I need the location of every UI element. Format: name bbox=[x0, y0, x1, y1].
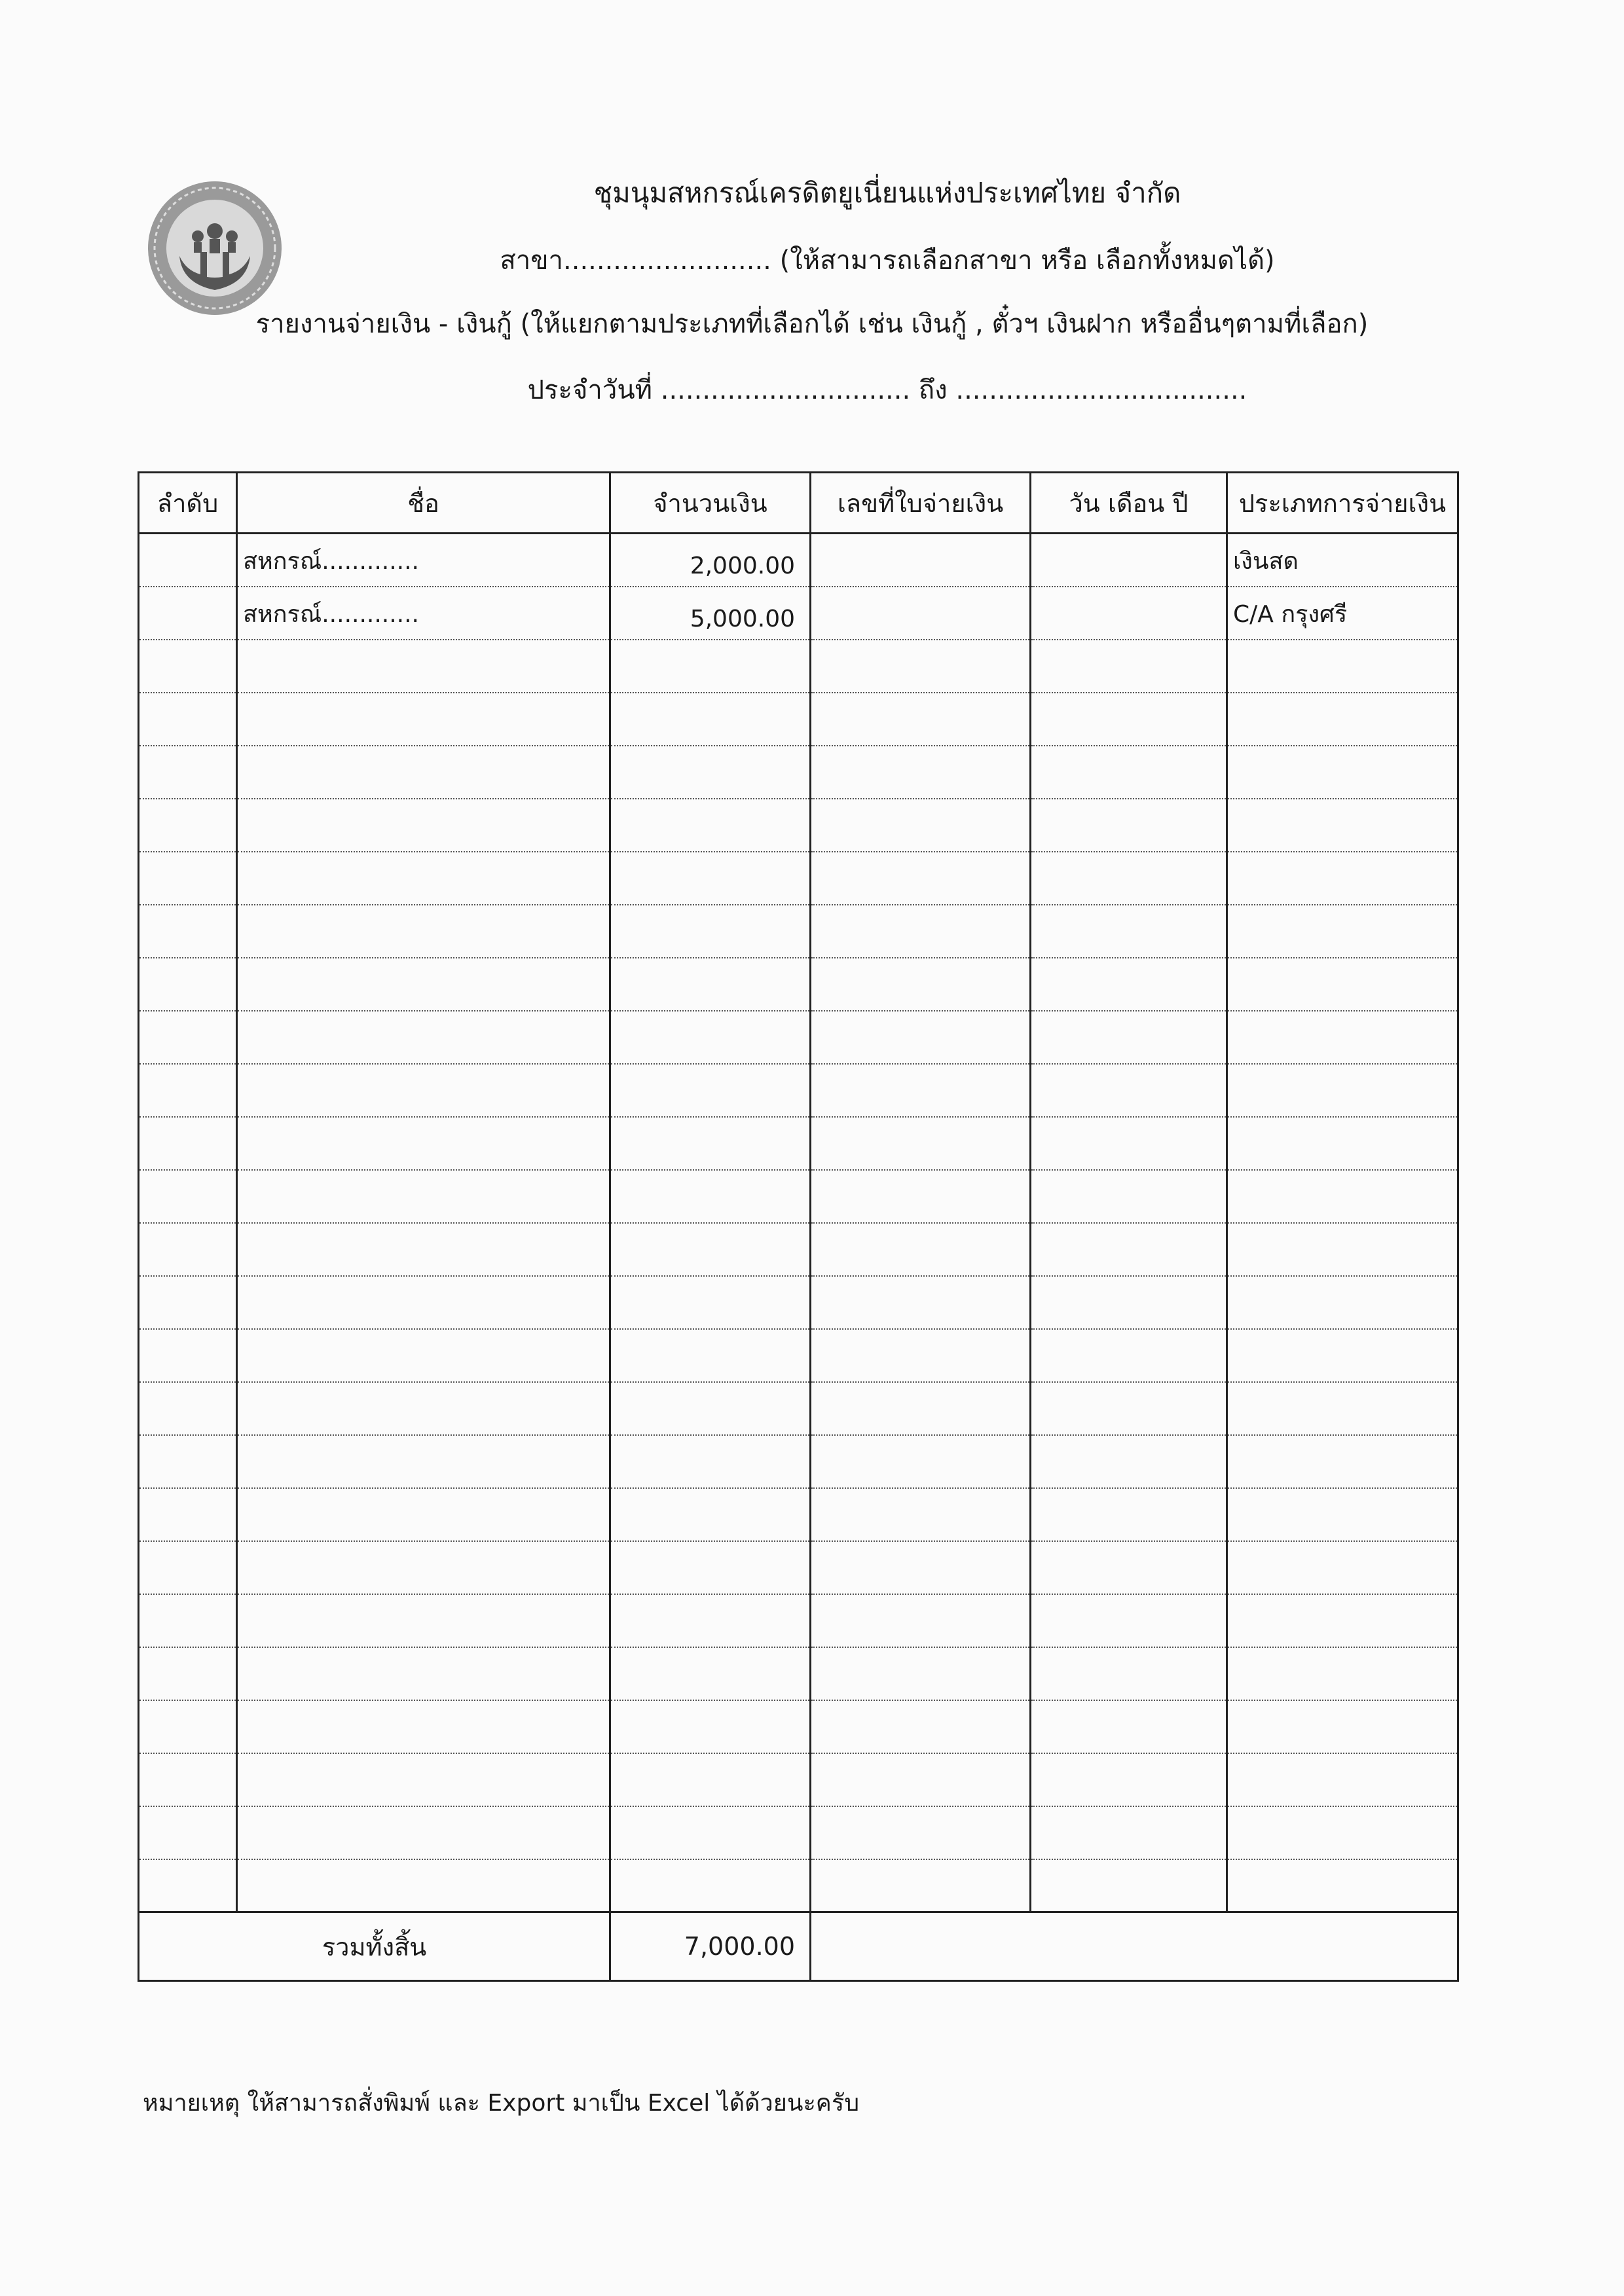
table-row bbox=[139, 587, 1458, 640]
cell-empty bbox=[237, 799, 610, 852]
cell-empty bbox=[610, 746, 811, 799]
cell-empty bbox=[811, 905, 1031, 958]
cell-empty bbox=[811, 1435, 1031, 1488]
branch-selector-line: สาขา......................... (ให้สามารถเลือกสาขา หรือ เลือกทั้งหมดได้) bbox=[500, 246, 1275, 276]
cell-empty bbox=[139, 1700, 237, 1753]
cell-empty bbox=[1031, 1541, 1227, 1594]
cell-empty bbox=[610, 799, 811, 852]
cell-name: สหกรณ์............. bbox=[237, 534, 610, 587]
cell-empty bbox=[1031, 1117, 1227, 1170]
column-header-seq: ลำดับ bbox=[139, 473, 237, 534]
cell-empty bbox=[1227, 852, 1458, 905]
cell-empty bbox=[139, 1276, 237, 1329]
cell-empty bbox=[1227, 1064, 1458, 1117]
cell-payment-type: เงินสด bbox=[1227, 534, 1458, 587]
cell-empty bbox=[811, 1647, 1031, 1700]
cell-empty bbox=[237, 1276, 610, 1329]
cell-amount: 2,000.00 bbox=[610, 534, 811, 587]
cell-empty bbox=[237, 1753, 610, 1806]
column-header-amount: จำนวนเงิน bbox=[610, 473, 811, 534]
cell-empty bbox=[237, 1594, 610, 1647]
cell-empty bbox=[610, 1011, 811, 1064]
table-row-empty bbox=[139, 1753, 1458, 1806]
table-row-empty bbox=[139, 958, 1458, 1011]
column-header-payment-type: ประเภทการจ่ายเงิน bbox=[1227, 473, 1458, 534]
table-row-empty bbox=[139, 1541, 1458, 1594]
cell-empty bbox=[139, 640, 237, 693]
cell-voucher bbox=[811, 534, 1031, 587]
cell-empty bbox=[811, 1329, 1031, 1382]
table-row-empty bbox=[139, 1382, 1458, 1435]
cell-empty bbox=[1031, 958, 1227, 1011]
cell-empty bbox=[610, 1170, 811, 1223]
cell-empty bbox=[610, 640, 811, 693]
cell-empty bbox=[139, 1011, 237, 1064]
cell-empty bbox=[610, 905, 811, 958]
cell-empty bbox=[610, 1435, 811, 1488]
cell-empty bbox=[1031, 746, 1227, 799]
cell-empty bbox=[1227, 746, 1458, 799]
cell-empty bbox=[811, 640, 1031, 693]
cell-empty bbox=[811, 1806, 1031, 1859]
cell-empty bbox=[610, 1594, 811, 1647]
cell-empty bbox=[1227, 1223, 1458, 1276]
table-row-empty bbox=[139, 1011, 1458, 1064]
cell-empty bbox=[811, 1700, 1031, 1753]
total-label: รวมทั้งสิ้น bbox=[139, 1912, 610, 1981]
table-row-empty bbox=[139, 1488, 1458, 1541]
cell-empty bbox=[610, 1859, 811, 1912]
cell-empty bbox=[610, 1223, 811, 1276]
cell-empty bbox=[811, 1064, 1031, 1117]
cell-empty bbox=[610, 1541, 811, 1594]
cell-empty bbox=[1227, 1700, 1458, 1753]
cell-empty bbox=[610, 1276, 811, 1329]
cell-empty bbox=[811, 1753, 1031, 1806]
table-row-empty bbox=[139, 1594, 1458, 1647]
cell-empty bbox=[1227, 1435, 1458, 1488]
cell-empty bbox=[610, 958, 811, 1011]
cell-empty bbox=[610, 1329, 811, 1382]
cell-empty bbox=[1227, 799, 1458, 852]
cell-empty bbox=[237, 1488, 610, 1541]
cell-empty bbox=[811, 799, 1031, 852]
table-row-empty bbox=[139, 640, 1458, 693]
cell-empty bbox=[610, 852, 811, 905]
cell-date bbox=[1031, 534, 1227, 587]
table-header-row bbox=[139, 473, 1458, 534]
cell-empty bbox=[1031, 1700, 1227, 1753]
cell-empty bbox=[1227, 640, 1458, 693]
cell-empty bbox=[811, 852, 1031, 905]
column-header-name: ชื่อ bbox=[237, 473, 610, 534]
total-amount: 7,000.00 bbox=[610, 1912, 811, 1981]
cell-empty bbox=[139, 1223, 237, 1276]
cell-empty bbox=[1227, 1329, 1458, 1382]
table-row bbox=[139, 534, 1458, 587]
cell-empty bbox=[1227, 958, 1458, 1011]
cell-empty bbox=[237, 1647, 610, 1700]
cell-empty bbox=[610, 1488, 811, 1541]
cell-empty bbox=[139, 905, 237, 958]
cell-empty bbox=[139, 1859, 237, 1912]
table-row-empty bbox=[139, 1064, 1458, 1117]
total-blank-cell bbox=[811, 1912, 1458, 1981]
cell-empty bbox=[811, 693, 1031, 746]
cell-empty bbox=[237, 1806, 610, 1859]
table-row-empty bbox=[139, 799, 1458, 852]
cell-empty bbox=[1031, 1753, 1227, 1806]
cell-empty bbox=[237, 958, 610, 1011]
cell-empty bbox=[139, 1488, 237, 1541]
table-row-empty bbox=[139, 1806, 1458, 1859]
cell-empty bbox=[811, 1117, 1031, 1170]
cell-empty bbox=[811, 1488, 1031, 1541]
footnote: หมายเหตุ ให้สามารถสั่งพิมพ์ และ Export มาเป็น Excel ได้ด้วยนะครับ bbox=[143, 2090, 860, 2117]
cell-empty bbox=[237, 1117, 610, 1170]
cell-empty bbox=[811, 1170, 1031, 1223]
cell-empty bbox=[139, 693, 237, 746]
cell-empty bbox=[1227, 905, 1458, 958]
cell-seq bbox=[139, 534, 237, 587]
cell-empty bbox=[1031, 1594, 1227, 1647]
date-range-line: ประจำวันที่ .............................. ถึง ................................... bbox=[527, 375, 1247, 405]
cell-empty bbox=[237, 1700, 610, 1753]
cell-seq bbox=[139, 587, 237, 640]
cell-empty bbox=[139, 1064, 237, 1117]
cell-empty bbox=[139, 1382, 237, 1435]
cell-empty bbox=[1031, 852, 1227, 905]
cell-empty bbox=[139, 852, 237, 905]
cell-empty bbox=[1031, 905, 1227, 958]
table-row-empty bbox=[139, 1435, 1458, 1488]
report-title: รายงานจ่ายเงิน - เงินกู้ (ให้แยกตามประเภทที่เลือกได้ เช่น เงินกู้ , ตั๋วฯ เงินฝาก หรืออื่นๆตามที่เลือก) bbox=[255, 309, 1369, 339]
organization-name: ชุมนุมสหกรณ์เครดิตยูเนี่ยนแห่งประเทศไทย จำกัด bbox=[593, 177, 1181, 209]
cell-empty bbox=[1031, 1170, 1227, 1223]
cell-empty bbox=[1227, 1011, 1458, 1064]
cell-empty bbox=[1227, 693, 1458, 746]
cell-empty bbox=[1227, 1541, 1458, 1594]
cell-empty bbox=[1227, 1806, 1458, 1859]
cell-empty bbox=[237, 640, 610, 693]
cell-empty bbox=[811, 1223, 1031, 1276]
cell-empty bbox=[139, 1435, 237, 1488]
cell-empty bbox=[237, 1435, 610, 1488]
table-row-empty bbox=[139, 1223, 1458, 1276]
cell-empty bbox=[1227, 1276, 1458, 1329]
cell-payment-type: C/A กรุงศรี bbox=[1227, 587, 1458, 640]
cell-empty bbox=[1031, 1329, 1227, 1382]
cell-empty bbox=[237, 852, 610, 905]
cell-empty bbox=[811, 1859, 1031, 1912]
table-row-empty bbox=[139, 1329, 1458, 1382]
cell-empty bbox=[1227, 1488, 1458, 1541]
table-row-empty bbox=[139, 1700, 1458, 1753]
cell-name: สหกรณ์............. bbox=[237, 587, 610, 640]
column-header-voucher: เลขที่ใบจ่ายเงิน bbox=[811, 473, 1031, 534]
cell-empty bbox=[237, 1170, 610, 1223]
table-row-empty bbox=[139, 1117, 1458, 1170]
cell-empty bbox=[1031, 693, 1227, 746]
cell-empty bbox=[139, 1117, 237, 1170]
cell-empty bbox=[1031, 1806, 1227, 1859]
cell-empty bbox=[1031, 1859, 1227, 1912]
payment-report-table bbox=[138, 471, 1457, 1982]
cell-empty bbox=[1031, 640, 1227, 693]
cell-empty bbox=[811, 958, 1031, 1011]
cell-voucher bbox=[811, 587, 1031, 640]
cell-empty bbox=[139, 1806, 237, 1859]
cell-empty bbox=[1031, 1382, 1227, 1435]
cell-empty bbox=[139, 1594, 237, 1647]
cell-empty bbox=[237, 905, 610, 958]
cell-empty bbox=[237, 1541, 610, 1594]
cell-empty bbox=[139, 1329, 237, 1382]
cell-empty bbox=[1031, 1435, 1227, 1488]
cell-empty bbox=[1031, 799, 1227, 852]
cell-empty bbox=[1227, 1594, 1458, 1647]
cell-empty bbox=[1227, 1753, 1458, 1806]
cell-empty bbox=[139, 958, 237, 1011]
cell-empty bbox=[139, 1541, 237, 1594]
cell-empty bbox=[610, 1064, 811, 1117]
table-row-empty bbox=[139, 852, 1458, 905]
cell-empty bbox=[237, 1859, 610, 1912]
cell-empty bbox=[811, 1594, 1031, 1647]
cell-empty bbox=[237, 1382, 610, 1435]
cell-empty bbox=[1031, 1011, 1227, 1064]
table-row-empty bbox=[139, 746, 1458, 799]
table-row-empty bbox=[139, 693, 1458, 746]
total-row bbox=[139, 1912, 1458, 1981]
cell-empty bbox=[1227, 1117, 1458, 1170]
cell-empty bbox=[1031, 1064, 1227, 1117]
cell-empty bbox=[811, 746, 1031, 799]
cell-empty bbox=[610, 1117, 811, 1170]
cell-empty bbox=[811, 1382, 1031, 1435]
cell-empty bbox=[610, 1382, 811, 1435]
cell-empty bbox=[1031, 1488, 1227, 1541]
cell-empty bbox=[237, 1011, 610, 1064]
cell-date bbox=[1031, 587, 1227, 640]
cell-empty bbox=[237, 693, 610, 746]
cell-empty bbox=[811, 1011, 1031, 1064]
cell-amount: 5,000.00 bbox=[610, 587, 811, 640]
cell-empty bbox=[811, 1541, 1031, 1594]
cell-empty bbox=[237, 1223, 610, 1276]
cell-empty bbox=[237, 1064, 610, 1117]
cell-empty bbox=[610, 1700, 811, 1753]
cell-empty bbox=[811, 1276, 1031, 1329]
cell-empty bbox=[1031, 1276, 1227, 1329]
cell-empty bbox=[139, 746, 237, 799]
table-row-empty bbox=[139, 905, 1458, 958]
cell-empty bbox=[610, 1647, 811, 1700]
cell-empty bbox=[610, 1806, 811, 1859]
cell-empty bbox=[1227, 1859, 1458, 1912]
table-row-empty bbox=[139, 1859, 1458, 1912]
cell-empty bbox=[139, 1647, 237, 1700]
table-row-empty bbox=[139, 1276, 1458, 1329]
column-header-date: วัน เดือน ปี bbox=[1031, 473, 1227, 534]
cell-empty bbox=[139, 1753, 237, 1806]
cell-empty bbox=[1227, 1647, 1458, 1700]
cell-empty bbox=[237, 746, 610, 799]
cell-empty bbox=[139, 1170, 237, 1223]
cell-empty bbox=[610, 1753, 811, 1806]
cell-empty bbox=[610, 693, 811, 746]
cell-empty bbox=[1031, 1223, 1227, 1276]
cell-empty bbox=[1227, 1170, 1458, 1223]
cell-empty bbox=[237, 1329, 610, 1382]
table-row-empty bbox=[139, 1170, 1458, 1223]
cell-empty bbox=[139, 799, 237, 852]
table-row-empty bbox=[139, 1647, 1458, 1700]
cell-empty bbox=[1031, 1647, 1227, 1700]
cell-empty bbox=[1227, 1382, 1458, 1435]
